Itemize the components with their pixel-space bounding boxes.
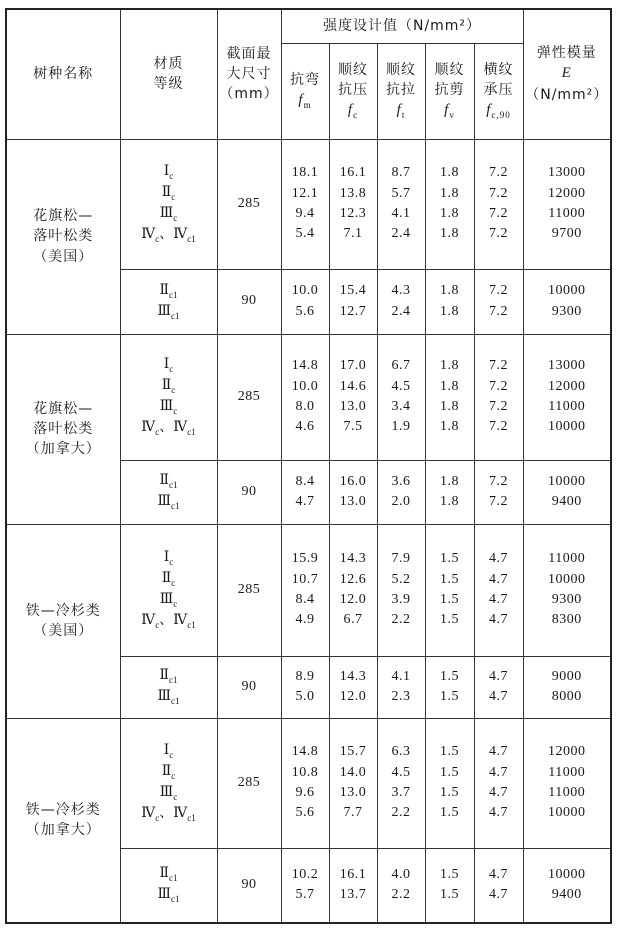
- header-strength-col: 顺纹 抗压 $f_c$: [329, 43, 377, 139]
- value-fv: 1.8 1.8: [425, 460, 474, 524]
- value-fm: 14.8 10.8 9.6 5.6: [281, 718, 329, 848]
- strength-symbol: $f_m$: [298, 92, 312, 111]
- value-fm: 18.1 12.1 9.4 5.4: [281, 139, 329, 269]
- value-E: 10000 9400: [523, 848, 611, 923]
- strength-symbol: $f_t$: [396, 102, 406, 121]
- header-species: 树种名称: [6, 9, 120, 139]
- header-grade: 材质 等级: [120, 9, 217, 139]
- value-fm: 15.9 10.7 8.4 4.9: [281, 524, 329, 656]
- value-fm: 10.0 5.6: [281, 269, 329, 334]
- value-fv: 1.5 1.5: [425, 656, 474, 718]
- value-E: 10000 9300: [523, 269, 611, 334]
- value-fc90: 7.2 7.2 7.2 7.2: [474, 139, 523, 269]
- value-fc90: 4.7 4.7 4.7 4.7: [474, 524, 523, 656]
- strength-symbol: $f_c$: [347, 102, 359, 121]
- grade-list: $Ⅱ_{c1}$ $Ⅲ_{c1}$: [120, 848, 217, 923]
- table-row: [6, 334, 611, 460]
- header-strength-col: 横纹 承压 $f_{c,90}$: [474, 43, 523, 139]
- value-ft: 8.7 5.7 4.1 2.4: [377, 139, 425, 269]
- value-fc: 15.4 12.7: [329, 269, 377, 334]
- value-fv: 1.8 1.8: [425, 269, 474, 334]
- header-strength-col: 抗弯 $f_m$: [281, 43, 329, 139]
- value-ft: 7.9 5.2 3.9 2.2: [377, 524, 425, 656]
- value-ft: 4.0 2.2: [377, 848, 425, 923]
- value-fc90: 4.7 4.7 4.7 4.7: [474, 718, 523, 848]
- value-fc: 14.3 12.6 12.0 6.7: [329, 524, 377, 656]
- grade-list: $Ⅱ_{c1}$ $Ⅲ_{c1}$: [120, 269, 217, 334]
- value-fc: 16.0 13.0: [329, 460, 377, 524]
- grade-list: $Ⅱ_{c1}$ $Ⅲ_{c1}$: [120, 656, 217, 718]
- value-fv: 1.5 1.5 1.5 1.5: [425, 718, 474, 848]
- value-fm: 8.4 4.7: [281, 460, 329, 524]
- value-fc90: 7.2 7.2: [474, 460, 523, 524]
- value-fc90: 4.7 4.7: [474, 848, 523, 923]
- value-E: 13000 12000 11000 9700: [523, 139, 611, 269]
- value-fv: 1.5 1.5 1.5 1.5: [425, 524, 474, 656]
- value-fc90: 7.2 7.2 7.2 7.2: [474, 334, 523, 460]
- value-fc: 15.7 14.0 13.0 7.7: [329, 718, 377, 848]
- value-fm: 10.2 5.7: [281, 848, 329, 923]
- max-size: 285: [217, 718, 281, 848]
- max-size: 285: [217, 524, 281, 656]
- strength-symbol: $f_v$: [444, 102, 455, 121]
- table-row: [6, 524, 611, 656]
- value-ft: 6.7 4.5 3.4 1.9: [377, 334, 425, 460]
- value-E: 12000 11000 11000 10000: [523, 718, 611, 848]
- value-ft: 4.3 2.4: [377, 269, 425, 334]
- species-name: 铁—冷杉类 （加拿大）: [6, 718, 120, 923]
- timber-strength-table: [5, 8, 612, 924]
- header-strength-col: 顺纹 抗剪 $f_v$: [425, 43, 474, 139]
- value-fm: 8.9 5.0: [281, 656, 329, 718]
- max-size: 285: [217, 334, 281, 460]
- grade-list: $Ⅰ_c$ $Ⅱ_c$ $Ⅲ_c$ $Ⅳ_c$、$Ⅳ_{c1}$: [120, 718, 217, 848]
- table-row: [6, 718, 611, 848]
- grade-list: $Ⅰ_c$ $Ⅱ_c$ $Ⅲ_c$ $Ⅳ_c$、$Ⅳ_{c1}$: [120, 139, 217, 269]
- table-row: [6, 139, 611, 269]
- species-name: 花旗松— 落叶松类 （加拿大）: [6, 334, 120, 524]
- value-fc90: 4.7 4.7: [474, 656, 523, 718]
- max-size: 90: [217, 656, 281, 718]
- value-E: 9000 8000: [523, 656, 611, 718]
- grade-list: $Ⅰ_c$ $Ⅱ_c$ $Ⅲ_c$ $Ⅳ_c$、$Ⅳ_{c1}$: [120, 334, 217, 460]
- max-size: 90: [217, 269, 281, 334]
- max-size: 285: [217, 139, 281, 269]
- value-fv: 1.5 1.5: [425, 848, 474, 923]
- value-E: 13000 12000 11000 10000: [523, 334, 611, 460]
- value-E: 10000 9400: [523, 460, 611, 524]
- value-fc: 16.1 13.7: [329, 848, 377, 923]
- max-size: 90: [217, 848, 281, 923]
- value-ft: 3.6 2.0: [377, 460, 425, 524]
- value-fc90: 7.2 7.2: [474, 269, 523, 334]
- value-fm: 14.8 10.0 8.0 4.6: [281, 334, 329, 460]
- value-fc: 16.1 13.8 12.3 7.1: [329, 139, 377, 269]
- value-fv: 1.8 1.8 1.8 1.8: [425, 334, 474, 460]
- value-fv: 1.8 1.8 1.8 1.8: [425, 139, 474, 269]
- header-strength-col: 顺纹 抗拉 $f_t$: [377, 43, 425, 139]
- value-ft: 6.3 4.5 3.7 2.2: [377, 718, 425, 848]
- header-modulus: 弹性模量 E （N/mm²）: [523, 9, 611, 139]
- grade-list: $Ⅰ_c$ $Ⅱ_c$ $Ⅲ_c$ $Ⅳ_c$、$Ⅳ_{c1}$: [120, 524, 217, 656]
- strength-symbol: $f_{c,90}$: [486, 102, 511, 121]
- header-max-size: 截面最 大尺寸 （mm）: [217, 9, 281, 139]
- value-ft: 4.1 2.3: [377, 656, 425, 718]
- max-size: 90: [217, 460, 281, 524]
- species-name: 铁—冷杉类 （美国）: [6, 524, 120, 718]
- species-name: 花旗松— 落叶松类 （美国）: [6, 139, 120, 334]
- header-strength-group: 强度设计值（N/mm²）: [281, 9, 523, 43]
- grade-list: $Ⅱ_{c1}$ $Ⅲ_{c1}$: [120, 460, 217, 524]
- value-fc: 17.0 14.6 13.0 7.5: [329, 334, 377, 460]
- value-E: 11000 10000 9300 8300: [523, 524, 611, 656]
- value-fc: 14.3 12.0: [329, 656, 377, 718]
